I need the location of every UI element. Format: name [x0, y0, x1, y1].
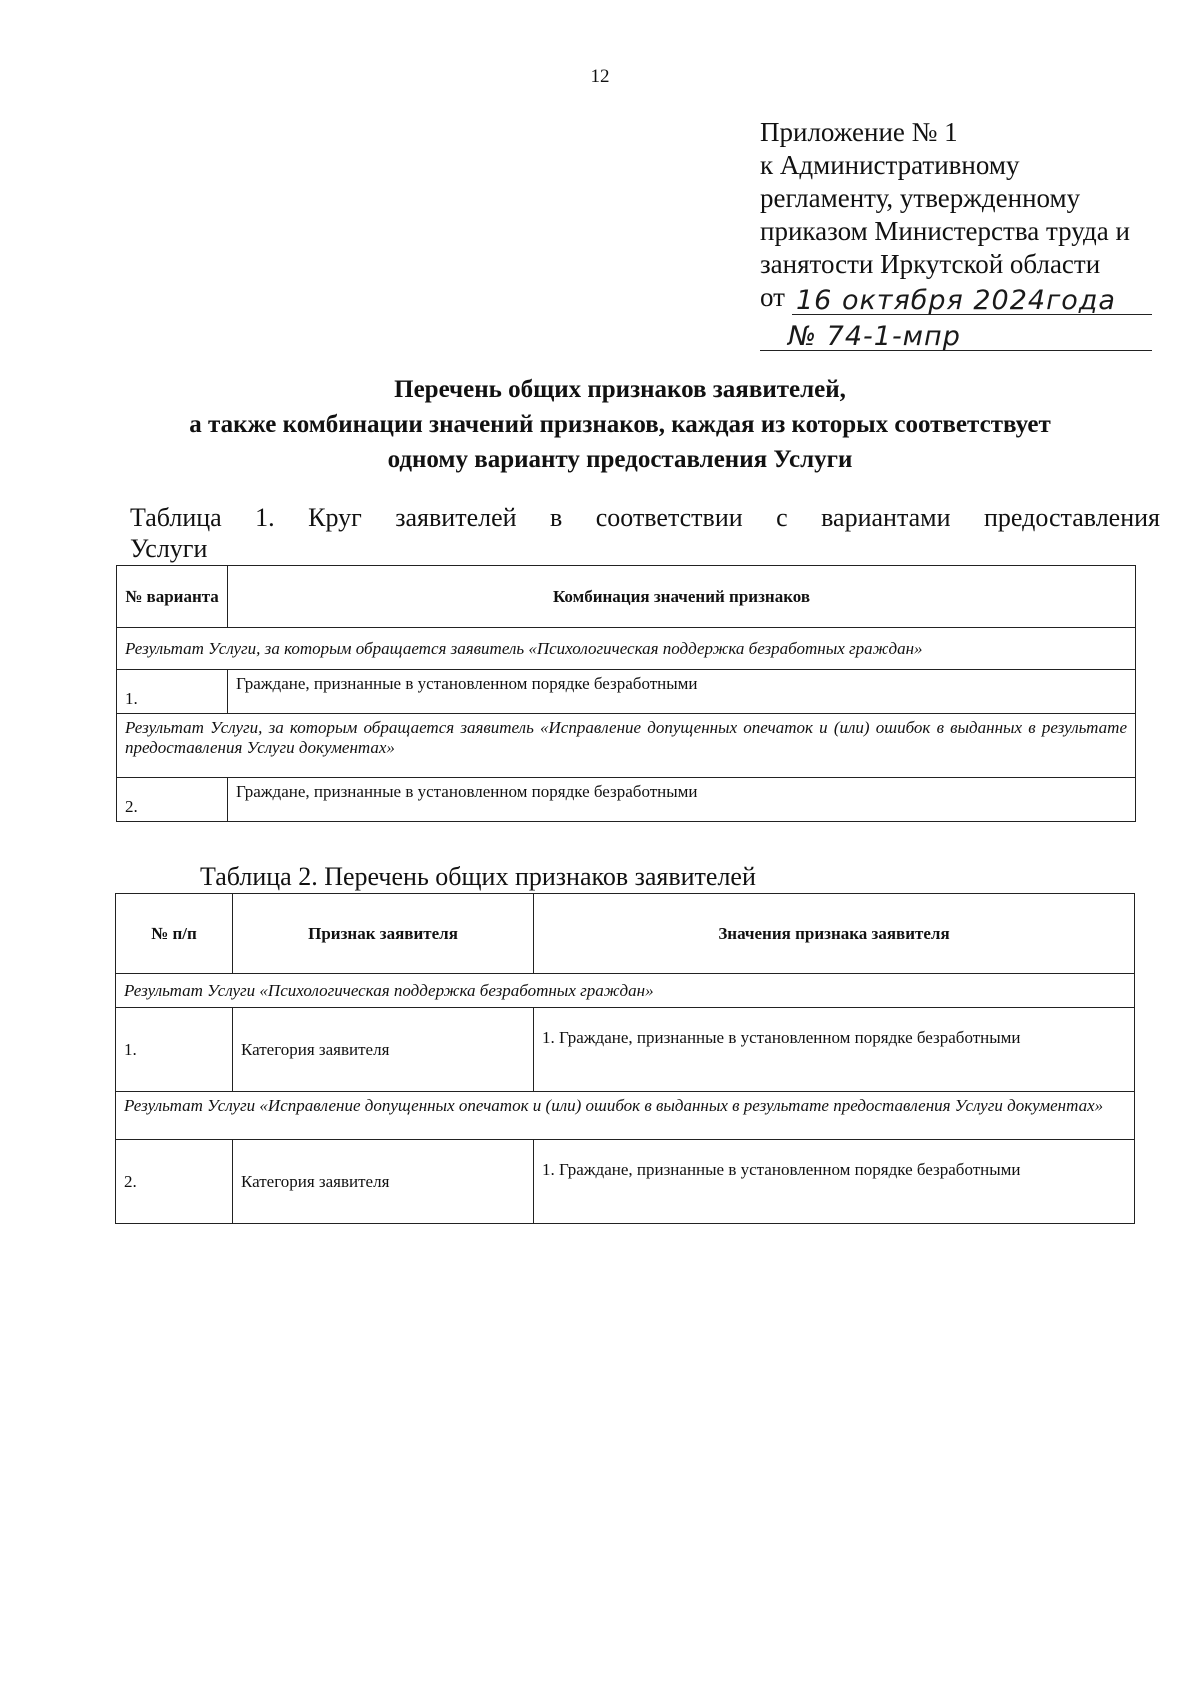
appendix-line: регламенту, утвержденному — [760, 183, 1081, 213]
title-line: Перечень общих признаков заявителей, — [394, 376, 846, 403]
appendix-line: приказом Министерства труда и — [760, 216, 1130, 246]
table2-row-attr: Категория заявителя — [233, 1008, 534, 1092]
table1-header-combo: Комбинация значений признаков — [228, 566, 1136, 628]
date-prefix: от — [760, 282, 785, 312]
table1-row-num: 1. — [117, 670, 228, 714]
table1-result-row: Результат Услуги, за которым обращается заявитель «Психологическая поддержка безработных граждан» — [117, 628, 1136, 670]
appendix-block — [760, 116, 1160, 353]
table1 — [116, 565, 1136, 822]
table1-row-num: 2. — [117, 778, 228, 822]
appendix-line: занятости Иркутской области — [760, 249, 1101, 279]
page-number: 12 — [590, 66, 610, 87]
table2-header-attr: Признак заявителя — [233, 894, 534, 974]
table2-row-num: 1. — [116, 1008, 233, 1092]
table2-row-value: 1. Граждане, признанные в установленном порядке безработными — [534, 1140, 1135, 1224]
table2-header-num: № п/п — [116, 894, 233, 974]
table2 — [115, 893, 1135, 1224]
handwritten-date: 16 октября 2024года — [796, 285, 1116, 316]
title-line: а также комбинации значений признаков, каждая из которых соответствует — [189, 411, 1051, 438]
table1-row-value: Граждане, признанные в установленном порядке безработными — [228, 778, 1136, 822]
table2-caption: Таблица 2. Перечень общих признаков заявителей — [200, 862, 756, 891]
title-line: одному варианту предоставления Услуги — [387, 446, 853, 473]
table1-row-value: Граждане, признанные в установленном порядке безработными — [228, 670, 1136, 714]
table2-header-values: Значения признака заявителя — [534, 894, 1135, 974]
handwritten-number: № 74-1-мпр — [788, 321, 961, 352]
appendix-line: к Административному — [760, 150, 1020, 180]
table2-row-value: 1. Граждане, признанные в установленном порядке безработными — [534, 1008, 1135, 1092]
document-title — [100, 372, 1140, 477]
table2-row-num: 2. — [116, 1140, 233, 1224]
table1-caption: Таблица 1. Круг заявителей в соответствии с вариантами предоставления — [130, 503, 1160, 532]
table2-row-attr: Категория заявителя — [233, 1140, 534, 1224]
table2-result-row: Результат Услуги «Исправление допущенных опечаток и (или) ошибок в выданных в результате предоставления Услуги документах» — [116, 1092, 1135, 1140]
appendix-number-line — [760, 317, 1160, 353]
table1-header-num: № варианта — [117, 566, 228, 628]
table1-result-row: Результат Услуги, за которым обращается заявитель «Исправление допущенных опечаток и (или) ошибок в выданных в результате предоставления Услуги документах» — [117, 714, 1136, 778]
appendix-date-line — [760, 281, 1160, 317]
table2-result-row: Результат Услуги «Психологическая поддержка безработных граждан» — [116, 974, 1135, 1008]
table1-caption-continued: Услуги — [130, 534, 208, 563]
appendix-line: Приложение № 1 — [760, 117, 958, 147]
